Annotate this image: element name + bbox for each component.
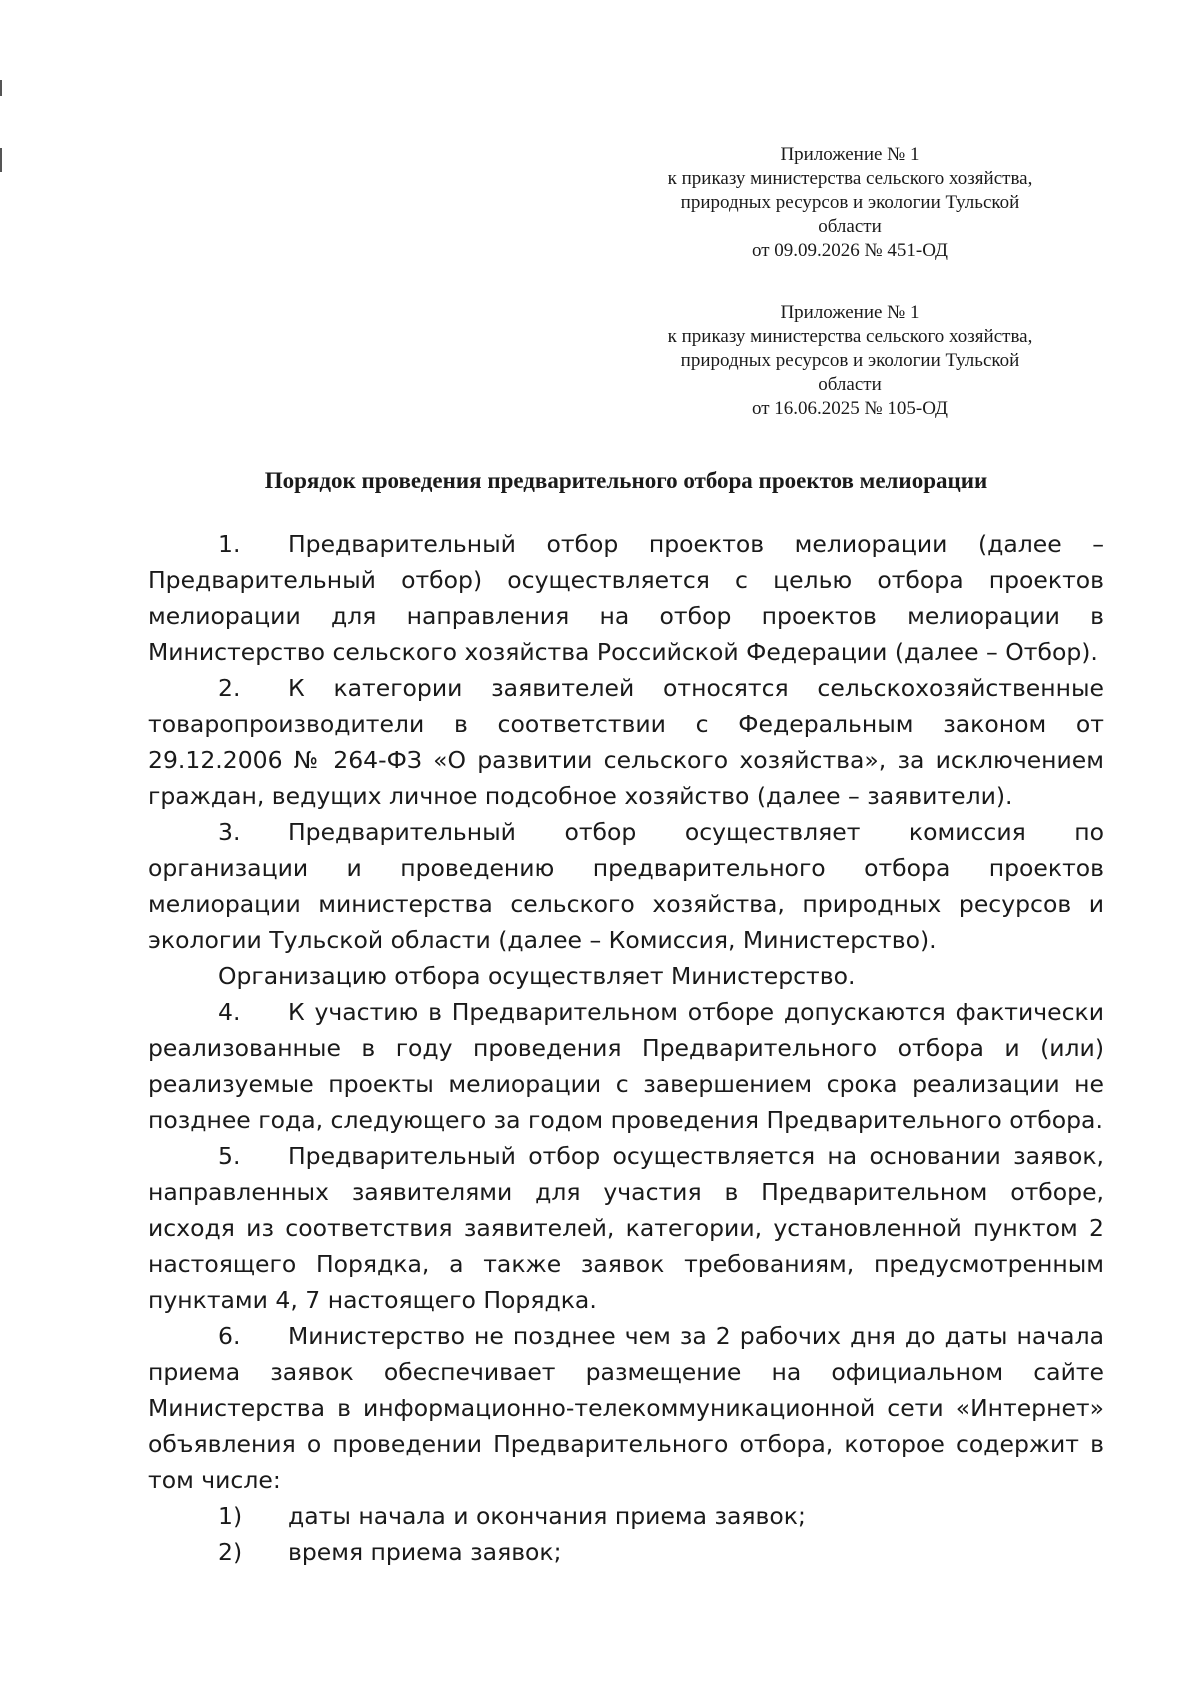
annex-header-current [630,143,1070,263]
paragraph-number: 4. [218,998,241,1026]
paragraph-number: 1. [218,530,241,558]
paragraph-1 [148,526,1104,670]
paragraph-6 [148,1318,1104,1498]
list-item-number: 1) [218,1502,243,1530]
document-body [148,526,1104,1570]
annex-order-line: к приказу министерства сельского хозяйства, [667,168,1033,189]
annex-label: Приложение № 1 [780,302,920,323]
paragraph-text: Предварительный отбор осуществляется на основании заявок, направленных заявителями для участия в Предварительном отборе, исходя из соответствия заявителей, категории, установленной пунктом 2 настоящего Порядка, а также заявок требованиям, предусмотренным пунктами 4, 7 настоящего Порядка. [148,1142,1104,1314]
annex-label: Приложение № 1 [780,144,920,165]
annex-order-line: природных ресурсов и экологии Тульской [680,192,1020,213]
document-title: Порядок проведения предварительного отбора проектов мелиорации [264,468,988,493]
annex-order-line: природных ресурсов и экологии Тульской [680,350,1020,371]
paragraph-text: Министерство не позднее чем за 2 рабочих дня до даты начала приема заявок обеспечивает размещение на официальном сайте Министерства в информационно-телекоммуникационной сети «Интернет» объявления о проведении Предварительного отбора, которое содержит в том числе: [148,1322,1104,1494]
list-item-text: время приема заявок; [288,1538,562,1566]
paragraph-text: К участию в Предварительном отборе допускаются фактически реализованные в году проведения Предварительного отбора и (или) реализуемые проекты мелиорации с завершением срока реализации не позднее года, следующего за годом проведения Предварительного отбора. [148,998,1104,1134]
scan-edge-mark [0,80,2,96]
annex-order-date: от 09.09.2026 № 451-ОД [752,240,948,261]
paragraph-5 [148,1138,1104,1318]
list-item-text: даты начала и окончания приема заявок; [288,1502,806,1530]
list-item-1 [148,1498,1104,1534]
annex-order-line: к приказу министерства сельского хозяйства, [667,326,1033,347]
paragraph-number: 5. [218,1142,241,1170]
paragraph-text: Предварительный отбор проектов мелиорации (далее – Предварительный отбор) осуществляется с целью отбора проектов мелиорации для направления на отбор проектов мелиорации в Министерство сельского хозяйства Российской Федерации (далее – Отбор). [148,530,1104,666]
list-item-number: 2) [218,1538,243,1566]
paragraph-number: 6. [218,1322,241,1350]
paragraph-2 [148,670,1104,814]
paragraph-4 [148,994,1104,1138]
paragraph-text: Предварительный отбор осуществляет комиссия по организации и проведению предварительного отбора проектов мелиорации министерства сельского хозяйства, природных ресурсов и экологии Тульской области (далее – Комиссия, Министерство). [148,818,1104,954]
paragraph-number: 2. [218,674,241,702]
annex-order-line: области [818,216,882,237]
annex-header-previous [630,301,1070,421]
paragraph-number: 3. [218,818,241,846]
annex-order-line: области [818,374,882,395]
scan-edge-mark [0,148,2,172]
paragraph-text: К категории заявителей относятся сельскохозяйственные товаропроизводители в соответствии с Федеральным законом от 29.12.2006 № 264-ФЗ «О развитии сельского хозяйства», за исключением граждан, ведущих личное подсобное хозяйство (далее – заявители). [148,674,1104,810]
paragraph-3 [148,814,1104,958]
annex-order-date: от 16.06.2025 № 105-ОД [752,398,948,419]
paragraph-3-continued: Организацию отбора осуществляет Министерство. [218,962,856,990]
list-item-2 [148,1534,1104,1570]
